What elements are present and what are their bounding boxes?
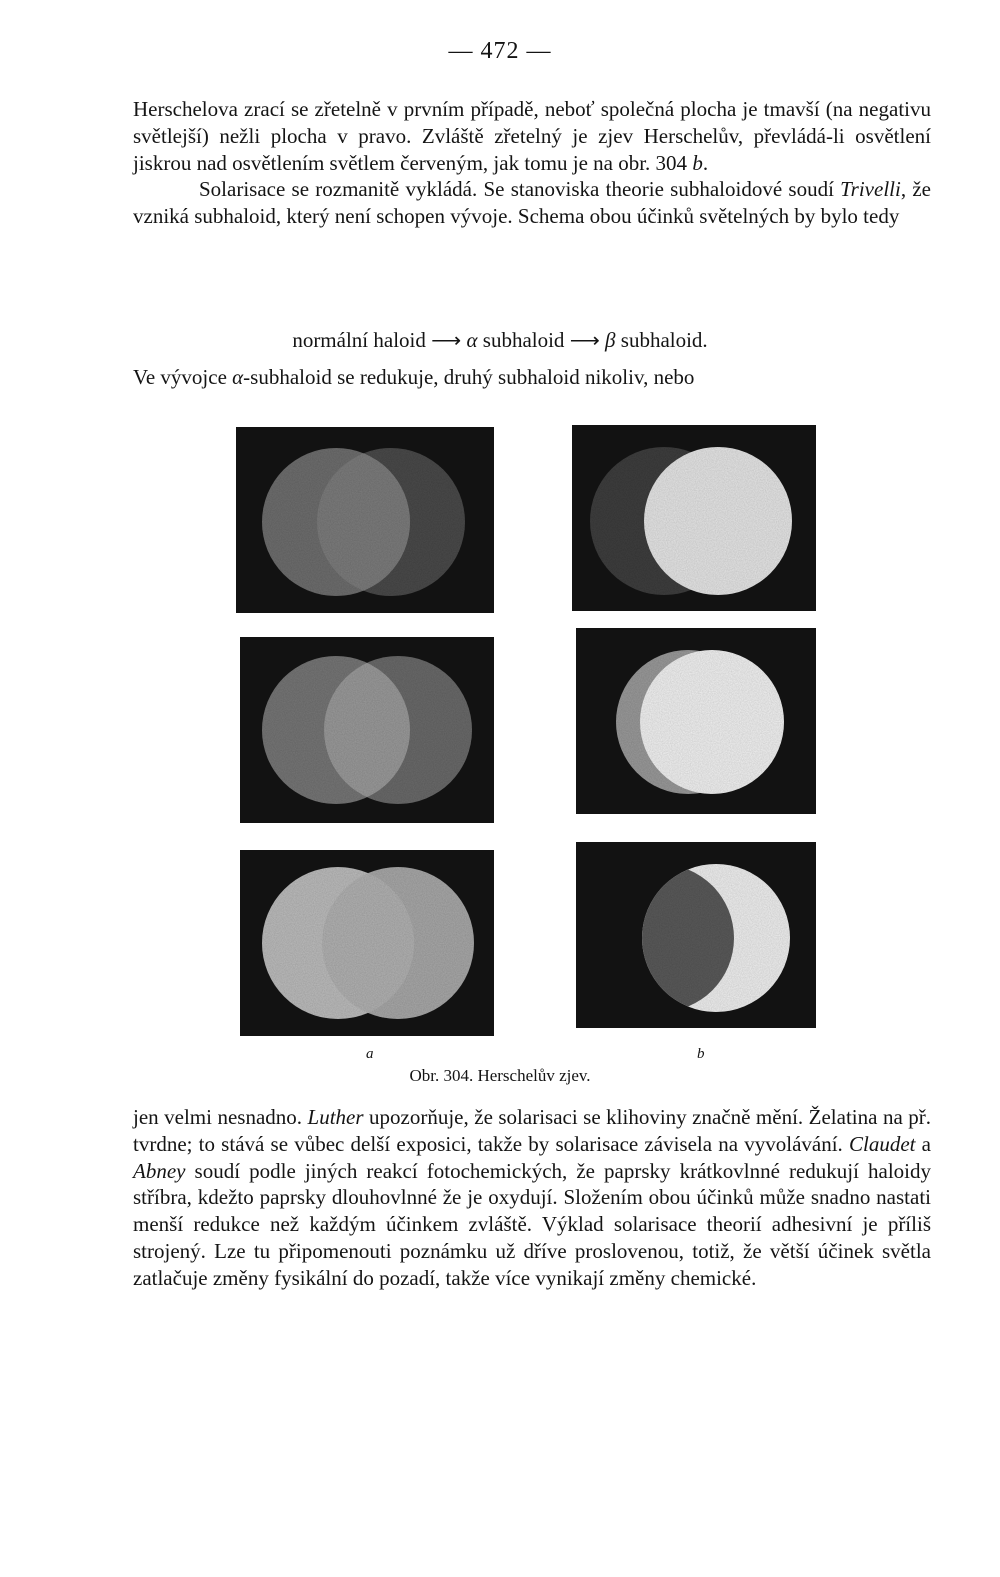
- eq-term-subhaloid-1: subhaloid: [482, 328, 565, 352]
- p2-before: Solarisace se rozmanitě vykládá. Se stanoviska theorie subhaloidové soudí: [199, 177, 841, 202]
- p3-before: Ve vývojce: [133, 365, 233, 389]
- p4-name-abney: Abney: [133, 1158, 186, 1183]
- figure-caption: Obr. 304. Herschelův zjev.: [409, 1066, 591, 1085]
- p4-part3: a: [915, 1131, 931, 1156]
- paragraph-intro: [133, 96, 931, 230]
- p4-part2: upozorňuje, že solarisaci se klihoviny značně mění. Želatina na př. tvrdne; to stává se vůbec delší exposici, takže by solarisace závisela na vyvolávání.: [133, 1105, 932, 1156]
- photo-b1: [572, 425, 816, 611]
- intro-text: Herschelova zrací se zřetelně v prvním případě, neboť společná plocha je tmavší (na negativu světlejší) nežli plocha v pravo. Zvláště zřetelný je zjev Herschelův, převládá-li osvětlení jiskrou nad osvětlením světlem červeným, jak tomu je na obr. 304: [133, 97, 931, 175]
- intro-ref-b: b: [692, 150, 703, 175]
- photo-a2: [240, 637, 494, 823]
- paragraph-solarisace: [133, 176, 931, 230]
- paragraph-luther: [133, 1104, 931, 1292]
- eq-alpha: α: [466, 328, 478, 352]
- p4-part4: soudí podle jiných reakcí fotochemických, že paprsky krátkovlnné redukují haloidy stříbra, kdežto paprsky dlouhovlnné že je oxydují. Složením obou účinků může snadno nastati menší redukce než každým účinkem zvláště. Výklad solarisace theorií adhesivní je příliš strojený. Lze tu připomenouti poznámku už dříve proslovenou, totiž, že větší účinek světla zatlačuje změny fysikální do pozadí, takže více vynikají změny chemické.: [133, 1158, 931, 1290]
- photo-b3: [576, 842, 816, 1028]
- reaction-scheme: [0, 328, 1000, 353]
- p3-alpha: α: [232, 365, 244, 389]
- figure-label-a: a: [366, 1046, 374, 1062]
- p2-after: , že vzniká subhaloid, který není schopen vývoje. Schema obou účinků světelných by bylo tedy: [133, 177, 931, 229]
- eq-term-normal-haloid: normální haloid: [292, 328, 426, 352]
- eq-arrow-2: ⟶: [569, 328, 600, 352]
- paragraph-vyvojka: [133, 364, 931, 391]
- photo-a3: [240, 850, 494, 1036]
- figure-label-b: b: [697, 1046, 705, 1062]
- p4-name-claudet: Claudet: [848, 1131, 916, 1156]
- eq-beta: β: [605, 328, 616, 352]
- p2-name-trivelli: Trivelli: [840, 177, 901, 202]
- photo-a1: [236, 427, 494, 613]
- eq-term-subhaloid-2: subhaloid.: [620, 328, 708, 352]
- p4-name-luther: Luther: [307, 1105, 364, 1129]
- eq-arrow-1: ⟶: [431, 328, 462, 352]
- p3-after: -subhaloid se redukuje, druhý subhaloid nikoliv, nebo: [243, 365, 695, 389]
- page-number: — 472 —: [448, 38, 552, 64]
- p4-part1: jen velmi nesnadno.: [133, 1105, 308, 1129]
- intro-end: .: [702, 150, 709, 175]
- photo-b2: [576, 628, 816, 814]
